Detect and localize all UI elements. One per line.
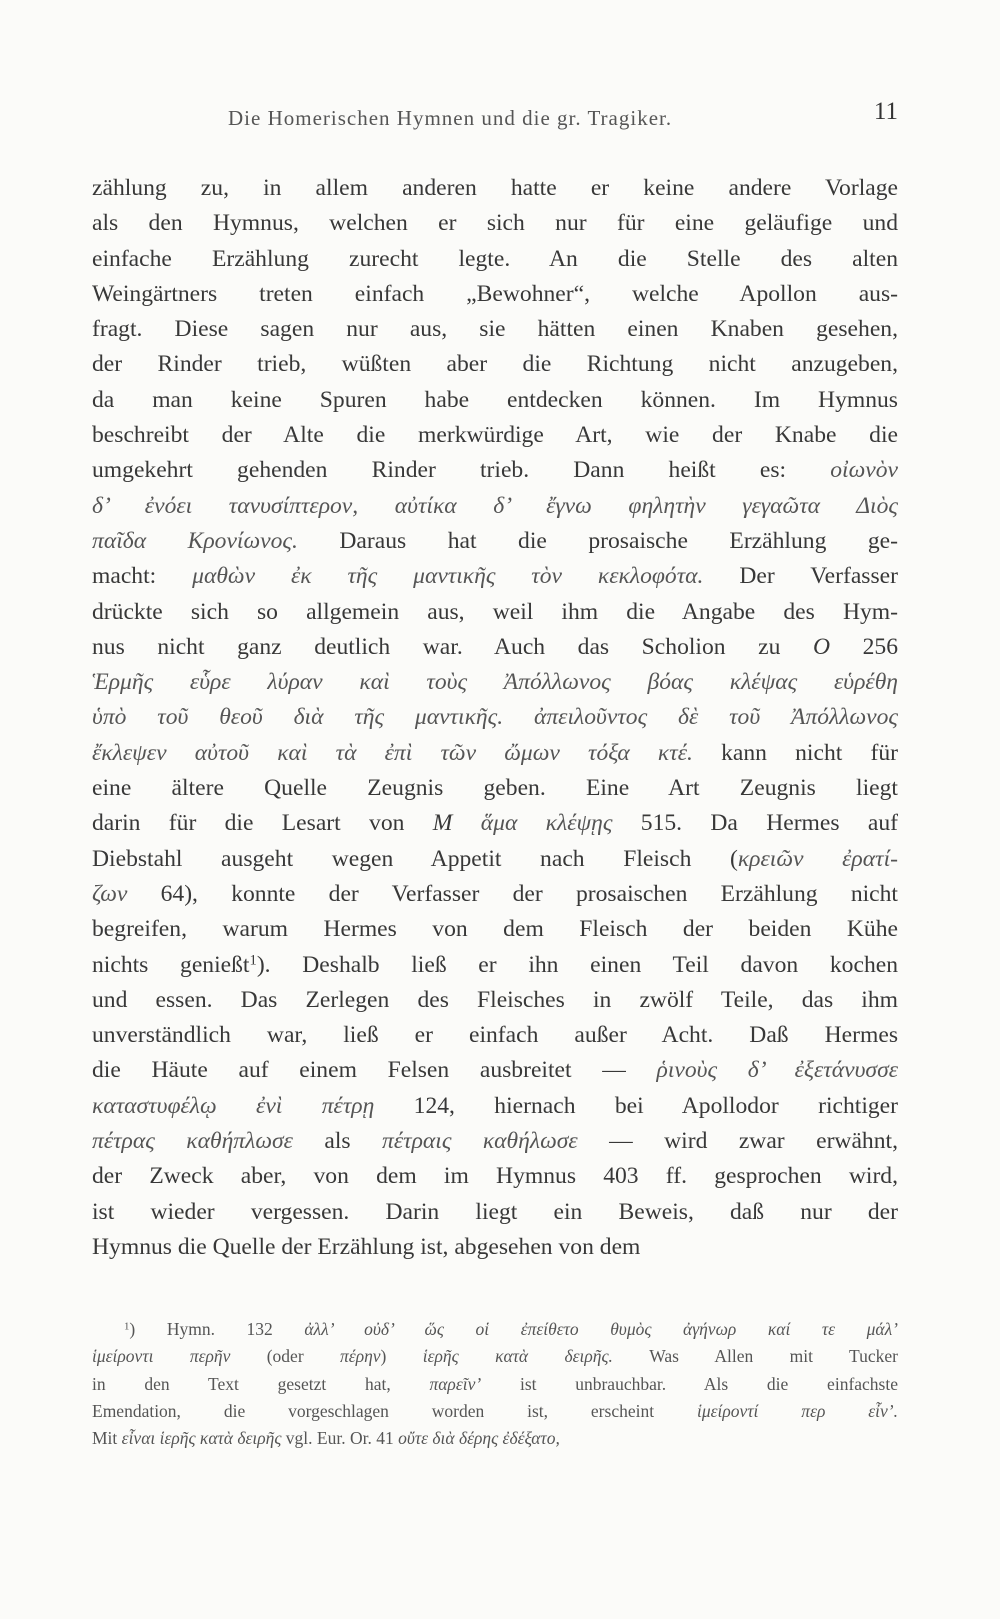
text-line — [92, 700, 898, 735]
greek-quote: μαθὼν ἐκ τῆς μαντικῆς τὸν κεκλοφότα. — [192, 563, 704, 590]
footnote-line: Mit εἶναι ἱερῆς κατὰ δειρῆς vgl. Eur. Or. 41 οὔτε διὰ δέρης ἐδέξατο, — [92, 1428, 560, 1449]
page-number: 11 — [873, 98, 898, 125]
footnote-marker: 1 — [249, 952, 257, 969]
greek-quote: ῥινοὺς δ’ ἐξετάνυσσε — [656, 1057, 899, 1084]
text-line: der Rinder trieb, wüßten aber die Richtung nicht anzugeben, — [92, 351, 898, 378]
text-line: zählung zu, in allem anderen hatte er keine andere Vorlage — [92, 175, 898, 201]
manuscript-siglum: M — [432, 810, 453, 837]
text-line: macht: μαθὼν ἐκ τῆς μαντικῆς τὸν κεκλοφότα. Der Verfasser — [92, 563, 898, 590]
greek-quote: παρεῖν’ — [429, 1373, 482, 1394]
text-line: Weingärtners treten einfach „Bewohner“, welche Apollon aus- — [92, 280, 898, 307]
greek-quote: πέτραις καθήλωσε — [382, 1128, 578, 1155]
page-header — [90, 96, 898, 136]
footnote-line: Emendation, die vorgeschlagen worden ist, erscheint ἱμείροντί περ εἶν’. — [92, 1400, 898, 1421]
greek-quote: πέρην — [340, 1346, 381, 1367]
footnote-marker: 1 — [124, 1320, 130, 1333]
manuscript-siglum: O — [812, 633, 831, 660]
text-line: umgekehrt gehenden Rinder trieb. Dann heißt es: οἰωνὸν — [92, 457, 898, 484]
text-line: beschreibt der Alte die merkwürdige Art, wie der Knabe die — [92, 422, 898, 449]
running-head: Die Homerischen Hymnen und die gr. Tragiker. — [228, 106, 673, 130]
footnote-line: $^1$) Hymn. 132 ἀλλ’ οὐδ’ ὥς οἱ ἐπείθετο θυμὸς ἀγήνωρ καί τε μάλ’ — [124, 1319, 899, 1339]
footnote-line: in den Text gesetzt hat, παρεῖν’ ist unbrauchbar. Als die einfachste — [92, 1373, 898, 1394]
greek-quote: ζων — [92, 880, 128, 907]
footnote — [92, 1316, 898, 1452]
greek-quote: ἔκλεψεν αὐτοῦ καὶ τὰ ἐπὶ τῶν ὤμων τόξα κτέ. — [92, 739, 693, 766]
greek-quote: ἱμείροντί περ εἶν’. — [696, 1400, 898, 1421]
greek-quote: ἀλλ’ οὐδ’ ὥς οἱ ἐπείθετο θυμὸς ἀγήνωρ καί τε μάλ’ — [304, 1319, 899, 1339]
text-line — [92, 665, 898, 700]
text-line: die Häute auf einem Felsen ausbreitet — ῥινοὺς δ’ ἐξετάνυσσε — [92, 1057, 899, 1084]
greek-quote: ἱερῆς κατὰ δειρῆς. — [422, 1346, 613, 1367]
text-line: ἔκλεψεν αὐτοῦ καὶ τὰ ἐπὶ τῶν ὤμων τόξα κτέ. kann nicht für — [92, 739, 898, 766]
greek-quote: κρειῶν ἐρατί- — [737, 845, 898, 872]
greek-quote: ἅμα κλέψῃς — [480, 810, 613, 837]
text-line: nichts genießt$^1$). Deshalb ließ er ihn einen Teil davon kochen — [92, 951, 899, 978]
greek-quote: οὔτε διὰ δέρης ἐδέξατο, — [398, 1428, 560, 1449]
text-line: begreifen, warum Hermes von dem Fleisch der beiden Kühe — [92, 916, 898, 943]
greek-quote: καταστυφέλῳ ἐνὶ πέτρῃ — [92, 1092, 375, 1119]
text-line: ζων 64), konnte der Verfasser der prosaischen Erzählung nicht — [92, 880, 898, 907]
text-line: unverständlich war, ließ er einfach außer Acht. Daß Hermes — [92, 1022, 898, 1049]
greek-quote: δ’ ἐνόει τανυσίπτερον, αὐτίκα δ’ ἔγνω φηλητὴν γεγαῶτα Διὸς — [92, 492, 898, 519]
text-line: καταστυφέλῳ ἐνὶ πέτρῃ 124, hiernach bei Apollodor richtiger — [92, 1092, 898, 1119]
greek-quote: εἶναι ἱερῆς κατὰ δειρῆς — [121, 1428, 282, 1449]
text-line: ist wieder vergessen. Darin liegt ein Beweis, daß nur der — [92, 1198, 898, 1225]
text-line: fragt. Diese sagen nur aus, sie hätten einen Knaben gesehen, — [92, 316, 898, 343]
text-line: πέτρας καθήπλωσε als πέτραις καθήλωσε — wird zwar erwähnt, — [92, 1128, 898, 1155]
text-line: der Zweck aber, von dem im Hymnus 403 ff. gesprochen wird, — [92, 1163, 898, 1190]
text-line: nus nicht ganz deutlich war. Auch das Scholion zu O 256 — [92, 633, 898, 660]
greek-quote: Ἑρμῆς εὗρε λύραν καὶ τοὺς Ἀπόλλωνος βόας κλέψας εὑρέθη — [92, 669, 898, 696]
text-line: drückte sich so allgemein aus, weil ihm die Angabe des Hym- — [92, 598, 898, 625]
text-line: als den Hymnus, welchen er sich nur für eine geläufige und — [92, 210, 898, 237]
text-line: da man keine Spuren habe entdecken können. Im Hymnus — [92, 386, 898, 413]
text-line — [92, 489, 898, 524]
greek-quote: παῖδα Κρονίωνος. — [92, 527, 298, 554]
text-line: Hymnus die Quelle der Erzählung ist, abgesehen von dem — [92, 1233, 641, 1260]
text-line: eine ältere Quelle Zeugnis geben. Eine Art Zeugnis liegt — [92, 775, 898, 802]
text-line: und essen. Das Zerlegen des Fleisches in zwölf Teile, das ihm — [92, 986, 898, 1013]
text-line: Diebstahl ausgeht wegen Appetit nach Fleisch (κρειῶν ἐρατί- — [92, 845, 898, 872]
greek-quote: ὑπὸ τοῦ θεοῦ διὰ τῆς μαντικῆς. ἀπειλοῦντος δὲ τοῦ Ἀπόλλωνος — [92, 704, 898, 731]
footnote-line: ἱμείροντι περῆν (oder πέρην) ἱερῆς κατὰ δειρῆς. Was Allen mit Tucker — [92, 1346, 898, 1367]
text-line: παῖδα Κρονίωνος. Daraus hat die prosaische Erzählung ge- — [92, 527, 898, 554]
greek-quote: πέτρας καθήπλωσε — [92, 1128, 293, 1155]
greek-quote: ἱμείροντι περῆν — [92, 1346, 231, 1367]
main-text — [92, 171, 898, 1265]
greek-quote: οἰωνὸν — [830, 457, 898, 484]
text-line: einfache Erzählung zurecht legte. An die Stelle des alten — [92, 245, 898, 272]
text-line: darin für die Lesart von M ἅμα κλέψῃς 515. Da Hermes auf — [92, 810, 899, 837]
